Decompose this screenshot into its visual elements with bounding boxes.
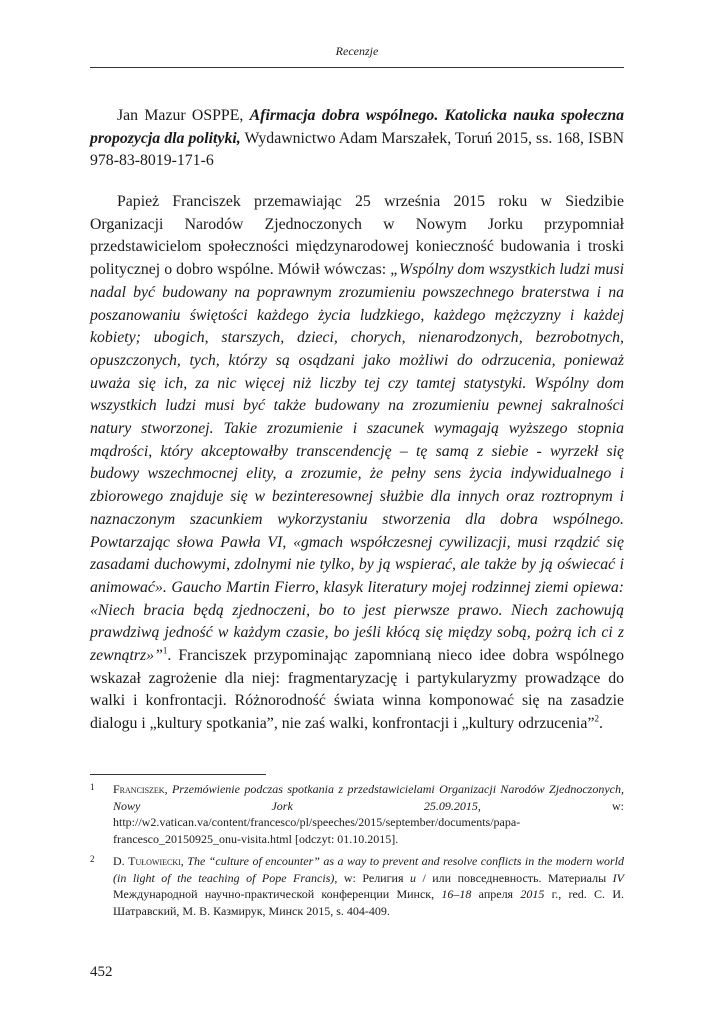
review-paragraph xyxy=(90,191,624,736)
book-citation xyxy=(90,105,624,173)
footnote-author-initial: D. xyxy=(113,854,129,868)
footnote-rest: , w: http://w2.vatican.va/content/francesco/pl/speeches/2015/september/documents/papa-francesco_20150925_onu-visita.html [odczyt: 01.10.2015]. xyxy=(113,798,625,846)
citation-publisher: Wydawnictwo Adam Marszałek, Toruń 2015, ss. 168, ISBN 978-83-8019-171-6 xyxy=(90,129,625,170)
footnote-italic-u: и xyxy=(409,870,416,885)
footnote-ref-1[interactable]: 1 xyxy=(162,645,168,656)
footnote-ref-2[interactable]: 2 xyxy=(594,713,599,724)
footnote-number: 2 xyxy=(90,854,95,864)
footnote-text-2: / или повседневность. Материалы xyxy=(415,870,613,885)
footnote-number: 1 xyxy=(90,782,95,792)
footnote-author: Franciszek xyxy=(113,782,165,796)
citation-author: Jan Mazur OSPPE, xyxy=(117,107,250,124)
footnote-title: The “culture of encounter” as a way to prevent and resolve conflicts in the modern world (in light of the teaching of Pope Francis) xyxy=(113,854,625,885)
footnote-italic-year: 2015 xyxy=(520,887,545,901)
citation-title: Afirmacja dobra wspólnego. Katolicka nauka społeczna propozycja dla polityki, xyxy=(90,107,625,147)
footnote-text-3: Международной научно-практической конференции Минск, xyxy=(113,887,442,901)
footnote-text-1: , w: Религия xyxy=(334,870,410,885)
footnote-text-5: г., red. С. И. Шатравский, М. В. Казмирук, Минск 2015, s. 404-409. xyxy=(113,887,624,918)
footnote-title: Przemówienie podczas spotkania z przedstawicielami Organizacji Narodów Zjednoczonych, Nowy Jork 25.09.2015 xyxy=(113,782,624,813)
footnote-author: Tułowiecki xyxy=(128,854,181,868)
footnote-rule xyxy=(90,774,266,775)
page-number: 452 xyxy=(90,964,113,980)
running-head: Recenzje xyxy=(335,44,379,58)
footnote-italic-iv: IV xyxy=(612,870,624,885)
paragraph-end: . xyxy=(598,715,603,733)
footnote-1: 1 Franciszek, Przemówienie podczas spotkania z przedstawicielami Organizacji Narodów Zjednoczonych, Nowy Jork 25.09.2015, w: http://w2.vatican.va/content/francesco/pl/speeches/2015/september/documents/papa-francesco_20150925_onu-visita.html [odczyt: 01.10.2015]. xyxy=(90,781,624,847)
footnote-italic-dates: 16–18 xyxy=(441,887,472,901)
footnote-2: 2 D. Tułowiecki, The “culture of encounter” as a way to prevent and resolve conflicts in the modern world (in light of the teaching of Pope Francis), w: Религия и / или повседневность. Материалы IV Международной научно-практической конференции Минск, 16–18 апреля 2015 г., red. С. И. Шатравский, М. В. Казмирук, Минск 2015, s. 404-409. xyxy=(90,853,624,919)
footnotes xyxy=(90,781,624,925)
paragraph-intro: Papież Franciszek przemawiając 25 września 2015 roku w Siedzibie Organizacji Narodów Zjednoczonych w Nowym Jorku przypomniał przedstawicielom społeczności międzynarodowej konieczność budowania i troski politycznej o dobro wspólne. Mówił wówczas: xyxy=(90,193,624,279)
header-rule xyxy=(90,67,624,68)
footnote-text-4: апреля xyxy=(471,887,521,901)
paragraph-middle: . Franciszek przypominając zapomnianą nieco idee dobra wspólnego wskazał zagrożenie dla niej: fragmentaryzację i partykularyzmy prowadzące do walki i konfrontacji. Różnorodność świata winna komponować się na zasadzie dialogu i „kultury spotkania”, nie zaś walki, konfrontacji i „kultury odrzucenia” xyxy=(90,647,624,733)
pope-quote: „Wspólny dom wszystkich ludzi musi nadal być budowany na poprawnym zrozumieniu powszechnego braterstwa i na poszanowaniu świętości każdego życia ludzkiego, każdego mężczyzny i każdej kobiety; ubogich, starszych, dzieci, chorych, nienarodzonych, bezrobotnych, opuszczonych, tych, którzy są osądzani jako możliwi do odrzucenia, ponieważ uważa się ich, za nic więcej niż liczby tej czy tamtej statystyki. Wspólny dom wszystkich ludzi musi być także budowany na zrozumieniu pewnej sakralności natury stworzonej. Takie zrozumienie i szacunek wymagają wyższego stopnia mądrości, który akceptowałby transcendencję – tę samą z siebie - wyrzekł się budowy wszechmocnej elity, a zrozumie, że pełny sens życia indywidualnego i zbiorowego znajduje się w bezinteresownej służbie dla innych oraz roztropnym i naznaczonym szacunkiem wykorzystaniu stworzenia dla dobra wspólnego. Powtarzając słowa Pawła VI, «gmach współczesnej cywilizacji, musi rządzić się zasadami duchowymi, zdolnymi nie tylko, by ją wspierać, ale także by ją oświecać i animować». Gaucho Martin Fierro, klasyk literatury mojej rodzinnej ziemi opiewa: «Niech bracia będą zjednoczeni, bo to jest pierwsze prawo. Niech zachowują prawdziwą jedność w każdym czasie, bo jeśli kłócą się między sobą, pożrą ich ci z zewnątrz»” xyxy=(90,261,624,665)
